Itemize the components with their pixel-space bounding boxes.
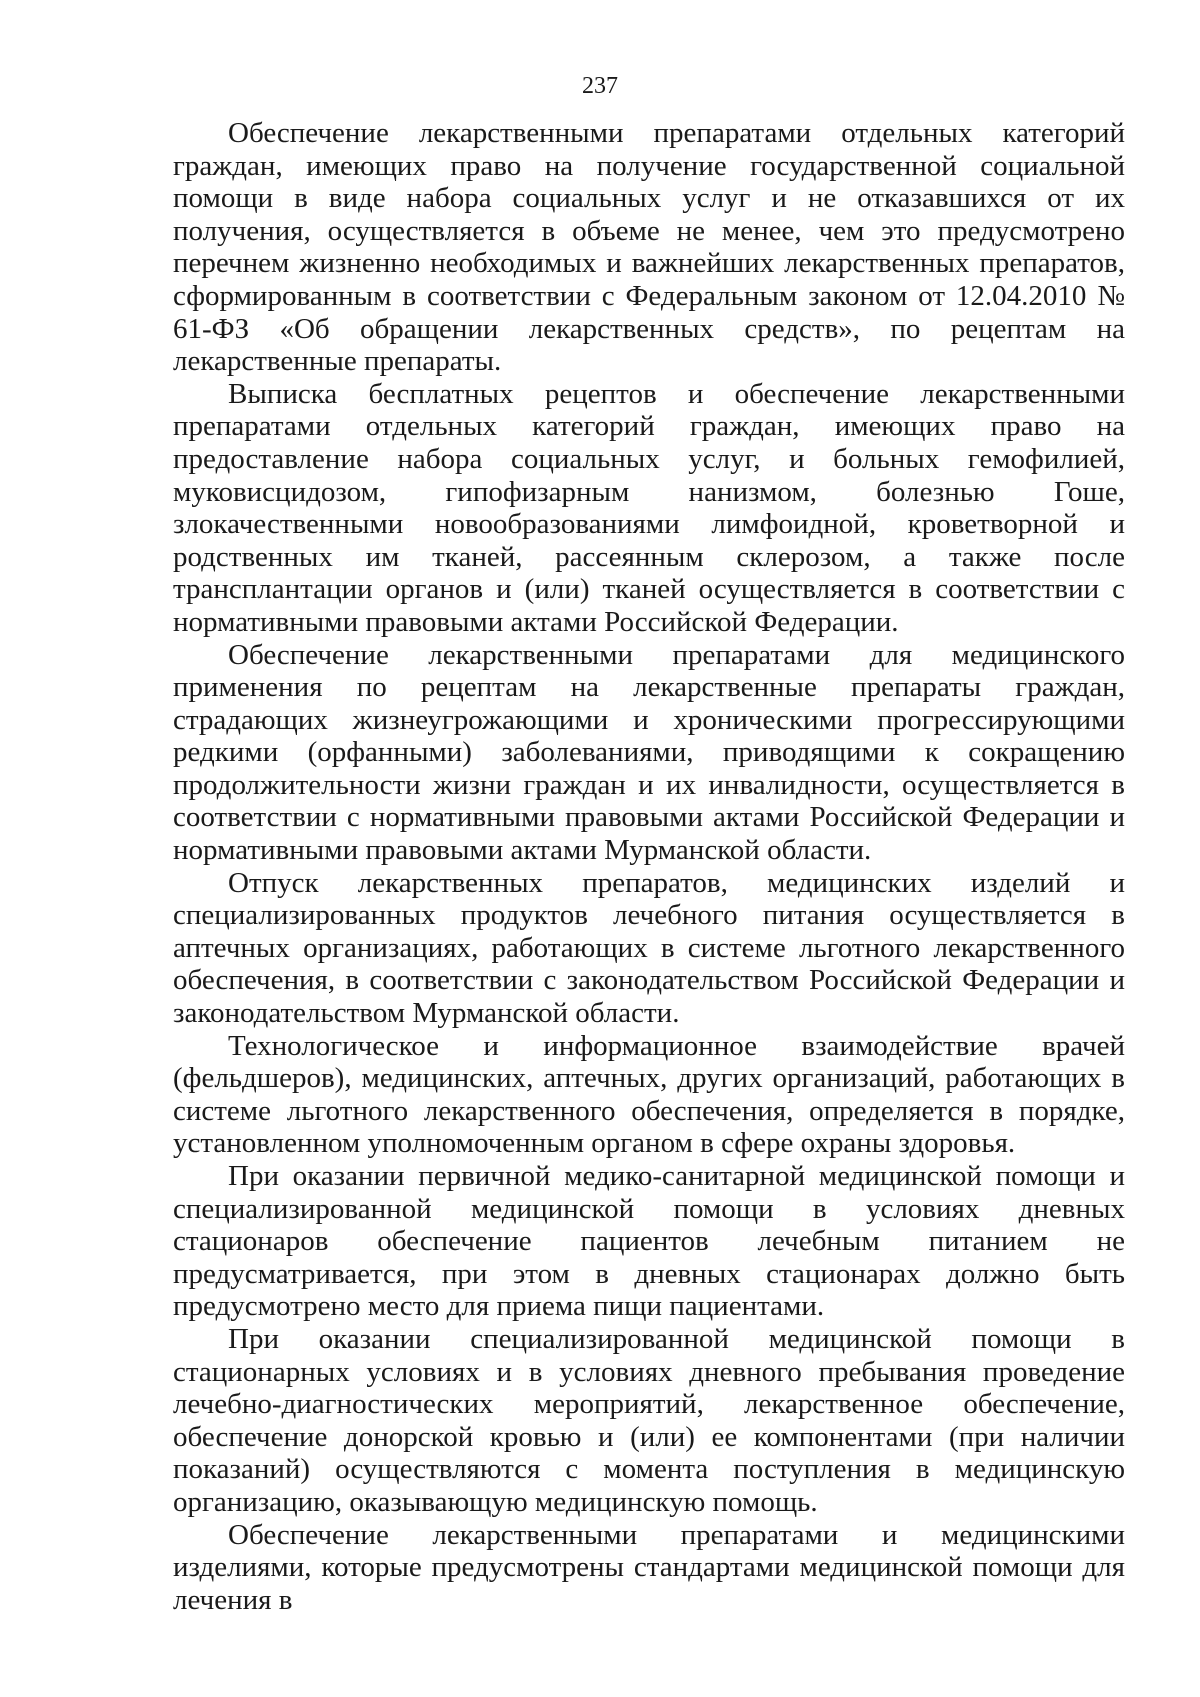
page-number: 237 [582, 73, 618, 99]
paragraph: Отпуск лекарственных препаратов, медицинских изделий и специализированных продуктов лечебного питания осуществляется в аптечных организациях, работающих в системе льготного лекарственного обеспечения, в соответствии с законодательством Российской Федерации и законодательством Мурманской области. [173, 866, 1125, 1030]
paragraph: Выписка бесплатных рецептов и обеспечение лекарственными препаратами отдельных категорий граждан, имеющих право на предоставление набора социальных услуг, и больных гемофилией, муковисцидозом, гипофизарным нанизмом, болезнью Гоше, злокачественными новообразованиями лимфоидной, кроветворной и родственных им тканей, рассеянным склерозом, а также после трансплантации органов и (или) тканей осуществляется в соответствии с нормативными правовыми актами Российской Федерации. [173, 377, 1125, 638]
paragraph: При оказании специализированной медицинской помощи в стационарных условиях и в условиях дневного пребывания проведение лечебно-диагностических мероприятий, лекарственное обеспечение, обеспечение донорской кровью и (или) ее компонентами (при наличии показаний) осуществляются с момента поступления в медицинскую организацию, оказывающую медицинскую помощь. [173, 1322, 1125, 1518]
paragraph: Обеспечение лекарственными препаратами отдельных категорий граждан, имеющих право на получение государственной социальной помощи в виде набора социальных услуг и не отказавшихся от их получения, осуществляется в объеме не менее, чем это предусмотрено перечнем жизненно необходимых и важнейших лекарственных препаратов, сформированным в соответствии с Федеральным законом от 12.04.2010 № 61-ФЗ «Об обращении лекарственных средств», по рецептам на лекарственные препараты. [173, 117, 1125, 378]
paragraph: Технологическое и информационное взаимодействие врачей (фельдшеров), медицинских, аптечных, других организаций, работающих в системе льготного лекарственного обеспечения, определяется в порядке, установленном уполномоченным органом в сфере охраны здоровья. [173, 1029, 1125, 1160]
document-body [173, 117, 1125, 1616]
paragraph: Обеспечение лекарственными препаратами и медицинскими изделиями, которые предусмотрены стандартами медицинской помощи для лечения в [173, 1518, 1125, 1616]
paragraph: Обеспечение лекарственными препаратами для медицинского применения по рецептам на лекарственные препараты граждан, страдающих жизнеугрожающими и хроническими прогрессирующими редкими (орфанными) заболеваниями, приводящими к сокращению продолжительности жизни граждан и их инвалидности, осуществляется в соответствии с нормативными правовыми актами Российской Федерации и нормативными правовыми актами Мурманской области. [173, 638, 1125, 867]
paragraph: При оказании первичной медико-санитарной медицинской помощи и специализированной медицинской помощи в условиях дневных стационаров обеспечение пациентов лечебным питанием не предусматривается, при этом в дневных стационарах должно быть предусмотрено место для приема пищи пациентами. [173, 1160, 1125, 1323]
